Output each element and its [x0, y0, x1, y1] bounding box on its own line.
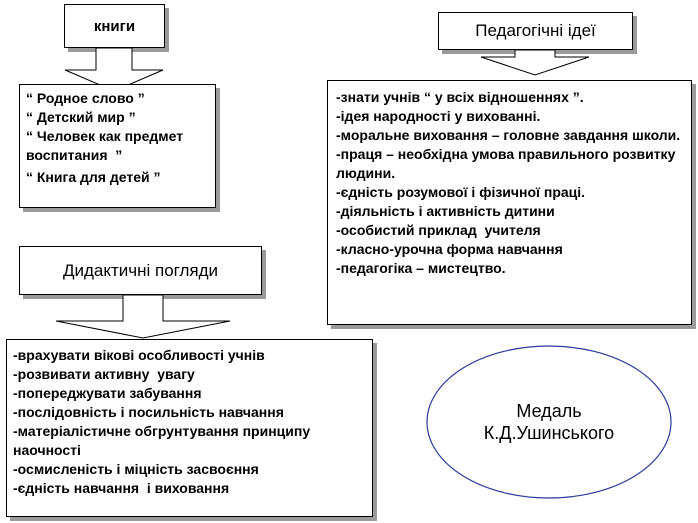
- medal-line1: Медаль: [516, 401, 582, 421]
- idea-item: -особистий приклад учителя: [336, 222, 541, 238]
- books-list: [26, 89, 209, 187]
- books-list-box: [19, 84, 216, 208]
- didactic-title-box: [19, 246, 262, 295]
- idea-item: -педагогіка – мистецтво.: [336, 260, 506, 276]
- didactic-arrow-icon: [55, 295, 231, 339]
- didactic-title: Дидактичні погляди: [62, 260, 219, 280]
- didactic-item: -матеріалістичне обгрунтування принципу наочності: [13, 423, 315, 458]
- didactic-item: -розвивати активну увагу: [13, 366, 195, 382]
- didactic-item: -послідовність і посильність навчання: [13, 404, 284, 420]
- ideas-title: Педагогічні ідеї: [475, 21, 596, 40]
- idea-item: -ідея народності у вихованні.: [336, 108, 541, 124]
- ideas-list-box: [327, 80, 692, 325]
- book-item: “ Человек как предмет воспитания ”: [26, 128, 187, 163]
- idea-item: -єдність розумової і фізичної праці.: [336, 184, 586, 200]
- didactic-item: -попереджувати забування: [13, 385, 202, 401]
- ideas-arrow-icon: [480, 50, 590, 76]
- didactic-item: -осмисленість і міцність засвоєння: [13, 461, 259, 477]
- books-title-box: [64, 4, 165, 48]
- book-item: “ Родное слово ”: [26, 90, 145, 106]
- ideas-list: [336, 88, 683, 278]
- ideas-title-box: [438, 12, 633, 50]
- idea-item: -класно-урочна форма навчання: [336, 241, 563, 257]
- idea-item: -праця – необхідна умова правильного розвитку людини.: [336, 146, 680, 181]
- idea-item: -діяльність і активність дитини: [336, 203, 555, 219]
- medal-label: [424, 343, 674, 501]
- book-item: “ Детский мир ”: [26, 109, 136, 125]
- medal-line2: К.Д.Ушинського: [483, 423, 615, 443]
- idea-item: -моральне виховання – головне завдання школи.: [336, 127, 681, 143]
- didactic-list: [13, 346, 366, 498]
- book-item: “ Книга для детей ”: [26, 169, 161, 185]
- didactic-item: -врахувати вікові особливості учнів: [13, 347, 265, 363]
- didactic-item: -єдність навчання і виховання: [13, 480, 230, 496]
- idea-item: -знати учнів “ у всіх відношеннях ”.: [336, 89, 584, 105]
- didactic-list-box: [6, 339, 373, 517]
- books-title: книги: [93, 17, 136, 35]
